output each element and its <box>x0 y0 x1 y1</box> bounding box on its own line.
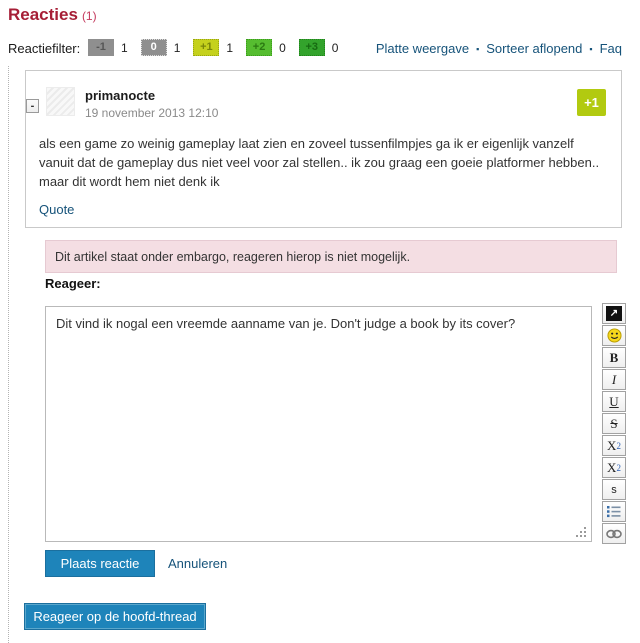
flat-view-link[interactable]: Platte weergave <box>375 41 470 56</box>
italic-button[interactable]: I <box>602 369 626 390</box>
bullet-separator: ▪ <box>589 44 593 54</box>
bold-button[interactable]: B <box>602 347 626 368</box>
strikethrough-button[interactable]: S <box>602 413 626 434</box>
comment-date: 19 november 2013 12:10 <box>85 106 219 120</box>
underline-button[interactable]: U <box>602 391 626 412</box>
textarea-resize-handle[interactable] <box>576 527 587 541</box>
subscript-button[interactable] <box>602 435 626 456</box>
embargo-notice-text: Dit artikel staat onder embargo, reageren hierop is niet mogelijk. <box>55 249 411 264</box>
view-options <box>376 41 622 56</box>
emoticon-button[interactable] <box>602 325 626 346</box>
list-button[interactable] <box>602 501 626 522</box>
subscript-base: X <box>607 437 617 453</box>
subscript-mark: 2 <box>616 440 621 451</box>
reply-textarea[interactable] <box>45 306 592 542</box>
superscript-mark: 2 <box>616 462 621 473</box>
comment-author: primanocte <box>85 88 156 103</box>
filter-badge-0[interactable]: 0 <box>141 39 167 56</box>
bullet-separator: ▪ <box>476 44 480 54</box>
smiley-icon <box>607 328 622 343</box>
reaction-filter-label: Reactiefilter: <box>8 41 81 56</box>
superscript-base: X <box>607 459 617 475</box>
avatar <box>46 87 75 116</box>
small-text-button[interactable]: s <box>602 479 626 500</box>
sort-descending-link[interactable]: Sorteer aflopend <box>486 41 583 56</box>
popout-editor-button[interactable] <box>602 303 626 324</box>
thread-indent-line <box>8 66 9 643</box>
filter-count-plus3: 0 <box>331 40 339 55</box>
comment-body: als een game zo weinig gameplay laat zien en zoveel tussenfilmpjes ga ik er eigenlijk vanzelf vanuit dat de gameplay dus niet veel voor zal stellen.. ik zou graag een goeie platformer hebben.. maar dit wordt hem niet denk ik <box>39 136 600 189</box>
comment-score-badge[interactable]: +1 <box>577 89 606 116</box>
link-button[interactable] <box>602 523 626 544</box>
reply-label: Reageer: <box>45 276 101 291</box>
page-title <box>8 5 97 25</box>
filter-count-plus1: 1 <box>226 40 234 55</box>
bullet-list-icon <box>607 505 621 518</box>
filter-badge-minus1[interactable]: -1 <box>88 39 114 56</box>
reaction-filter <box>88 39 351 56</box>
comment <box>25 70 622 228</box>
quote-link[interactable]: Quote <box>39 202 75 217</box>
collapse-comment-button[interactable]: - <box>26 99 39 113</box>
filter-count-plus2: 0 <box>279 40 286 55</box>
resize-grip-icon <box>576 527 587 538</box>
popout-icon: ↗ <box>606 306 622 321</box>
filter-count-0: 1 <box>173 40 181 55</box>
filter-badge-plus1[interactable]: +1 <box>193 39 219 56</box>
editor-toolbar <box>602 303 626 545</box>
filter-badge-plus2[interactable]: +2 <box>246 39 272 56</box>
faq-link[interactable]: Faq <box>599 41 622 56</box>
filter-count-minus1: 1 <box>121 40 128 55</box>
submit-reply-button[interactable]: Plaats reactie <box>45 550 155 577</box>
superscript-button[interactable] <box>602 457 626 478</box>
embargo-notice <box>45 240 617 273</box>
reply-main-thread-button[interactable]: Reageer op de hoofd-thread <box>25 604 205 629</box>
comment-count: (1) <box>81 9 97 23</box>
link-icon <box>606 529 622 539</box>
page-title-text: Reacties <box>8 5 78 24</box>
filter-badge-plus3[interactable]: +3 <box>299 39 325 56</box>
cancel-link[interactable]: Annuleren <box>168 556 228 571</box>
